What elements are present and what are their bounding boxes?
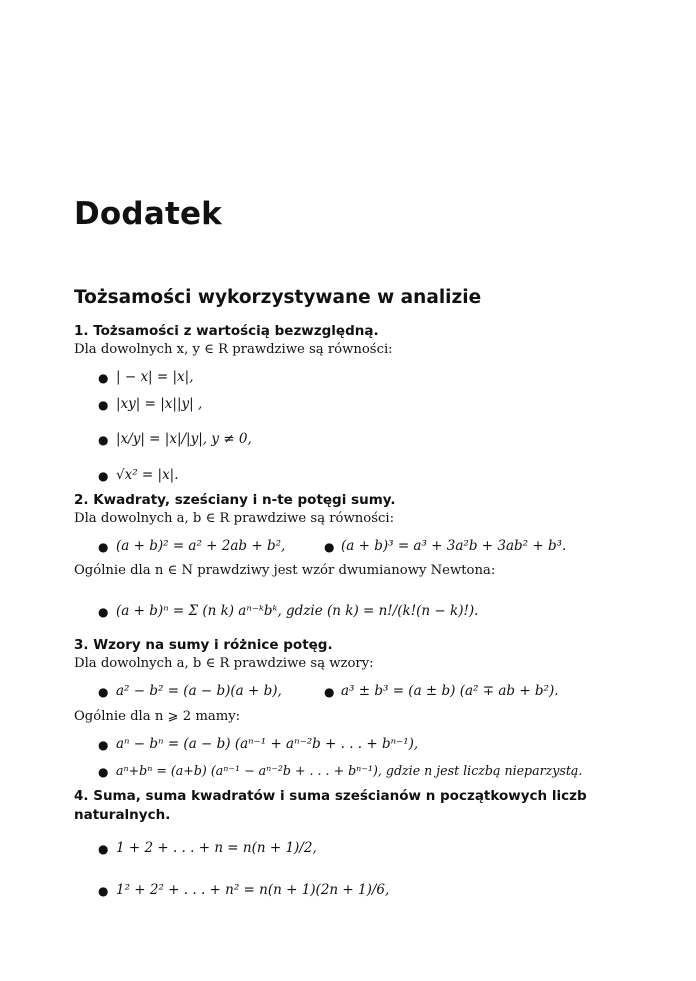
bullet: ● <box>98 433 109 447</box>
bullet: ● <box>98 685 109 699</box>
bullet: ● <box>324 540 335 554</box>
abs-identity-3: |x/y| = |x|/|y|, y ≠ 0, <box>116 431 252 447</box>
difference-of-powers: aⁿ − bⁿ = (a − b) (aⁿ⁻¹ + aⁿ⁻²b + . . . + bⁿ⁻¹), <box>116 736 419 752</box>
bullet: ● <box>98 842 109 856</box>
abs-identity-2: |xy| = |x||y| , <box>116 396 203 412</box>
bullet: ● <box>324 685 335 699</box>
newton-binomial-formula: (a + b)ⁿ = Σ (n k) aⁿ⁻ᵏbᵏ, gdzie (n k) = n!/(k!(n − k)!). <box>116 603 479 619</box>
bullet: ● <box>98 884 109 898</box>
subsection-2-heading: 2. Kwadraty, sześciany i n-te potęgi sumy. <box>74 492 396 508</box>
abs-identity-1: | − x| = |x|, <box>116 369 194 385</box>
bullet: ● <box>98 605 109 619</box>
bullet: ● <box>98 371 109 385</box>
sum-of-squares: 1² + 2² + . . . + n² = n(n + 1)(2n + 1)/6, <box>116 882 390 898</box>
chapter-title: Dodatek <box>74 196 222 232</box>
subsection-4-heading: 4. Suma, suma kwadratów i suma sześcianów n początkowych liczb naturalnych. <box>74 788 587 823</box>
bullet: ● <box>98 469 109 483</box>
bullet: ● <box>98 765 109 779</box>
subsection-3-heading: 3. Wzory na sumy i różnice potęg. <box>74 637 333 653</box>
subsection-1-intro: Dla dowolnych x, y ∈ R prawdziwe są równości: <box>74 342 393 357</box>
square-of-sum: (a + b)² = a² + 2ab + b², <box>116 538 286 554</box>
newton-intro: Ogólnie dla n ∈ N prawdziwy jest wzór dwumianowy Newtona: <box>74 563 496 578</box>
bullet: ● <box>98 738 109 752</box>
subsection-3-intro: Dla dowolnych a, b ∈ R prawdziwe są wzory: <box>74 656 374 671</box>
abs-identity-4: √x² = |x|. <box>116 467 179 483</box>
bullet: ● <box>98 540 109 554</box>
subsection-1-heading: 1. Tożsamości z wartością bezwzględną. <box>74 323 379 339</box>
subsection-2-intro: Dla dowolnych a, b ∈ R prawdziwe są równości: <box>74 511 395 526</box>
sum-of-first-n: 1 + 2 + . . . + n = n(n + 1)/2, <box>116 840 317 856</box>
sum-difference-of-cubes: a³ ± b³ = (a ± b) (a² ∓ ab + b²). <box>341 683 559 699</box>
sum-of-odd-powers: aⁿ+bⁿ = (a+b) (aⁿ⁻¹ − aⁿ⁻²b + . . . + bⁿ⁻¹), gdzie n jest liczbą nieparzystą. <box>116 763 583 778</box>
bullet: ● <box>98 398 109 412</box>
difference-of-squares: a² − b² = (a − b)(a + b), <box>116 683 282 699</box>
powers-general-intro: Ogólnie dla n ⩾ 2 mamy: <box>74 709 241 724</box>
section-title: Tożsamości wykorzystywane w analizie <box>74 287 482 308</box>
cube-of-sum: (a + b)³ = a³ + 3a²b + 3ab² + b³. <box>341 538 567 554</box>
